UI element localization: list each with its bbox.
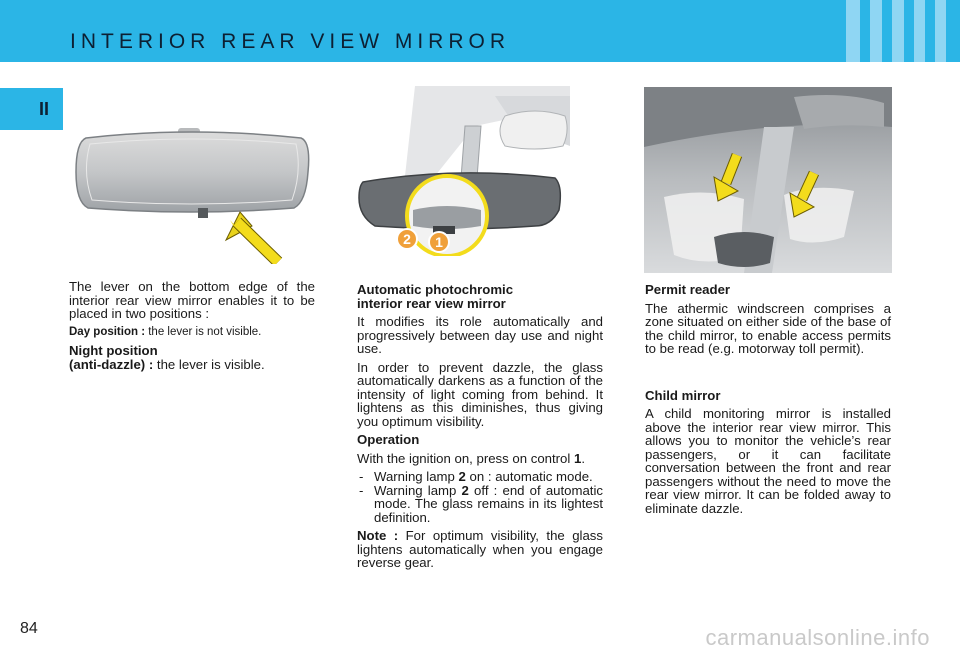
chapter-tab: II	[25, 88, 63, 130]
child-mirror-illustration	[644, 87, 892, 273]
night-position-label-1: Night position	[69, 343, 158, 358]
item2-number: 2	[461, 482, 469, 498]
page-header	[0, 0, 960, 62]
night-position	[69, 344, 315, 371]
photochromic-p2: In order to prevent dazzle, the glass automatically darkens as a function of the intensity of light coming from behind. It lightens as this diminishes, thus giving you optimum visibility.	[357, 359, 603, 429]
item1-text-a: Warning lamp	[374, 469, 459, 484]
badge-1-label: 1	[435, 234, 443, 250]
item1-number: 2	[458, 469, 466, 484]
note-text: For optimum visibility, the glass lightens automatically when you engage reverse gear.	[357, 528, 603, 570]
day-position-text: the lever is not visible.	[145, 325, 262, 338]
operation-text-b: .	[581, 450, 585, 466]
operation-list	[357, 470, 603, 524]
child-mirror-heading: Child mirror	[645, 387, 721, 403]
night-position-label-2: (anti-dazzle) :	[69, 356, 154, 372]
photochromic-mirror-image	[355, 86, 570, 256]
note	[357, 529, 603, 570]
list-item	[357, 484, 603, 525]
watermark: carmanualsonline.info	[705, 625, 930, 650]
night-position-text: the lever is visible.	[153, 356, 265, 372]
photochromic-heading-line-2: interior rear view mirror	[357, 295, 506, 311]
header-stripes	[846, 0, 946, 62]
child-mirror-text: A child monitoring mirror is installed above the interior rear view mirror. This allows you to monitor the vehicle’s rear passengers, or it can facilitate conversation between the front and rear passengers without the need to move the rear view mirror. It can be folded away to eliminate dazzle.	[645, 406, 891, 516]
lever-intro: The lever on the bottom edge of the interior rear view mirror enables it to be placed in two positions :	[69, 279, 315, 321]
item1-text-b: on : automatic mode.	[465, 469, 593, 484]
item2-text-b: off : end of automatic mode. The glass remains in its lightest definition.	[374, 482, 603, 525]
photochromic-heading-line-1: Automatic photochromic	[357, 282, 514, 297]
page-title: INTERIOR REAR VIEW MIRROR	[70, 30, 511, 53]
operation-heading: Operation	[357, 432, 420, 447]
permit-text: The athermic windscreen comprises a zone situated on either side of the base of the child mirror, to enable access permits to be read (e.g. motorway toll permit).	[645, 300, 891, 356]
day-position-label: Day position :	[69, 325, 146, 338]
child-mirror-image	[644, 87, 892, 273]
badge-2-label: 2	[403, 231, 411, 247]
photochromic-p1: It modifies its role automatically and progressively between day use and night use.	[357, 314, 603, 356]
photochromic-mirror-illustration	[355, 86, 570, 256]
lever-section	[69, 280, 315, 376]
photochromic-section	[357, 283, 603, 575]
child-mirror-section	[645, 283, 891, 520]
operation-text-a: With the ignition on, press on control	[357, 450, 574, 466]
mirror-lever-image	[66, 112, 326, 264]
operation-control-number: 1	[573, 450, 582, 466]
arrow-icon	[226, 212, 278, 262]
day-position	[69, 326, 315, 340]
chapter-bar	[0, 88, 25, 130]
photochromic-heading	[357, 283, 603, 310]
note-label: Note :	[357, 528, 399, 543]
list-item	[357, 470, 603, 484]
permit-heading: Permit reader	[645, 282, 731, 297]
mirror-lever-illustration	[66, 112, 326, 264]
page-number: 84	[20, 620, 38, 637]
operation-text	[357, 452, 603, 466]
item2-text-a: Warning lamp	[374, 482, 462, 498]
